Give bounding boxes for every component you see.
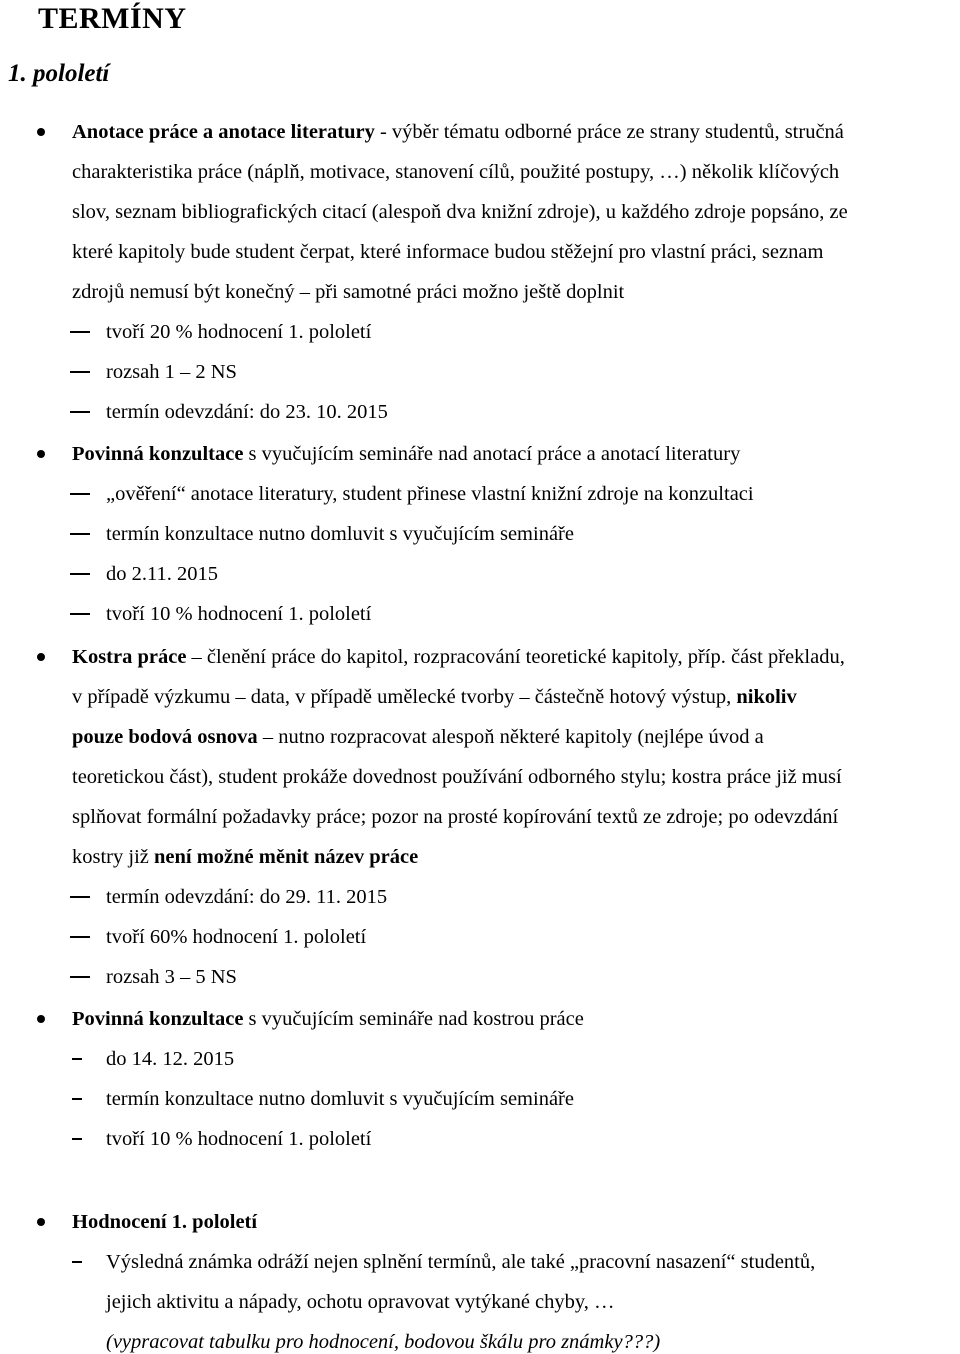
bullet-icon <box>37 128 45 136</box>
section3-line5: splňovat formální požadavky práce; pozor na prosté kopírování textů ze zdroje; po odevzdání <box>72 806 839 828</box>
section5-line1: Výsledná známka odráží nejen splnění termínů, ale také „pracovní nasazení“ studentů, <box>106 1251 816 1273</box>
hyphen-icon <box>72 1058 82 1060</box>
section1-line2: charakteristika práce (náplň, motivace, stanovení cílů, použité postupy, …) několik klíčových <box>72 161 840 183</box>
page-title: TERMÍNY <box>38 2 187 35</box>
dash-icon <box>70 976 90 978</box>
section1-line4: které kapitoly bude student čerpat, které informace budou stěžejní pro vlastní práci, seznam <box>72 241 824 263</box>
section1-item: rozsah 1 – 2 NS <box>106 361 237 383</box>
section2-item: do 2.11. 2015 <box>106 563 218 585</box>
section4-line1 <box>72 1007 584 1031</box>
section5-line3 <box>106 1330 660 1354</box>
section5-heading-text: Hodnocení 1. pololetí <box>72 1211 258 1233</box>
section1-item: tvoří 20 % hodnocení 1. pololetí <box>106 321 372 343</box>
hyphen-icon <box>72 1261 82 1263</box>
section2-line1 <box>72 442 740 466</box>
section3-text: kostry již <box>72 846 154 868</box>
section1-item: termín odevzdání: do 23. 10. 2015 <box>106 401 388 423</box>
section3-bold-text: pouze bodová osnova <box>72 726 258 748</box>
section3-item: termín odevzdání: do 29. 11. 2015 <box>106 886 388 908</box>
bullet-icon <box>37 653 45 661</box>
dash-icon <box>70 896 90 898</box>
bullet-icon <box>37 1218 45 1226</box>
section3-heading: Kostra práce <box>72 646 187 668</box>
section1-line1 <box>72 120 844 144</box>
section3-bold-text: není možné měnit název práce <box>154 846 419 868</box>
section3-line1 <box>72 645 845 669</box>
section5-italic-text: (vypracovat tabulku pro hodnocení, bodovou škálu pro známky???) <box>106 1331 661 1353</box>
dash-icon <box>70 936 90 938</box>
section3-line6 <box>72 845 418 869</box>
section3-text: – členění práce do kapitol, rozpracování teoretické kapitoly, příp. část překladu, <box>186 646 845 668</box>
section4-heading: Povinná konzultace <box>72 1008 244 1030</box>
dash-icon <box>70 411 90 413</box>
section5-line2: jejich aktivitu a nápady, ochotu opravovat vytýkané chyby, … <box>106 1291 615 1313</box>
hyphen-icon <box>72 1138 82 1140</box>
section2-item: „ověření“ anotace literatury, student přinese vlastní knižní zdroje na konzultaci <box>106 483 754 505</box>
section4-item: tvoří 10 % hodnocení 1. pololetí <box>106 1128 372 1150</box>
dash-icon <box>70 371 90 373</box>
section4-item: termín konzultace nutno domluvit s vyučujícím semináře <box>106 1088 574 1110</box>
dash-icon <box>70 493 90 495</box>
bullet-icon <box>37 1015 45 1023</box>
section2-text: s vyučujícím semináře nad anotací práce a anotací literatury <box>243 443 741 465</box>
section1-line5: zdrojů nemusí být konečný – při samotné práci možno ještě doplnit <box>72 281 625 303</box>
dash-icon <box>70 331 90 333</box>
section2-item: tvoří 10 % hodnocení 1. pololetí <box>106 603 372 625</box>
section4-item: do 14. 12. 2015 <box>106 1048 235 1070</box>
dash-icon <box>70 533 90 535</box>
section4-text: s vyučujícím semináře nad kostrou práce <box>243 1008 584 1030</box>
bullet-icon <box>37 450 45 458</box>
section1-heading: Anotace práce a anotace literatury <box>72 121 375 143</box>
section3-text: v případě výzkumu – data, v případě umělecké tvorby – částečně hotový výstup, <box>72 686 737 708</box>
section3-item: tvoří 60% hodnocení 1. pololetí <box>106 926 367 948</box>
section3-bold-text: nikoliv <box>736 686 797 708</box>
section3-text: – nutno rozpracovat alespoň některé kapitoly (nejlépe úvod a <box>257 726 764 748</box>
section3-line3 <box>72 725 764 749</box>
section3-item: rozsah 3 – 5 NS <box>106 966 237 988</box>
section2-heading: Povinná konzultace <box>72 443 244 465</box>
dash-icon <box>70 573 90 575</box>
section3-line2 <box>72 685 797 709</box>
semester-heading: 1. pololetí <box>8 60 110 87</box>
section1-line3: slov, seznam bibliografických citací (alespoň dva knižní zdroje), u každého zdroje popsáno, ze <box>72 201 848 223</box>
dash-icon <box>70 613 90 615</box>
hyphen-icon <box>72 1098 82 1100</box>
section5-heading <box>72 1210 257 1234</box>
section2-item: termín konzultace nutno domluvit s vyučujícím semináře <box>106 523 574 545</box>
section3-line4: teoretickou část), student prokáže dovednost používání odborného stylu; kostra práce již musí <box>72 766 842 788</box>
section1-text: - výběr tématu odborné práce ze strany studentů, stručná <box>374 121 844 143</box>
